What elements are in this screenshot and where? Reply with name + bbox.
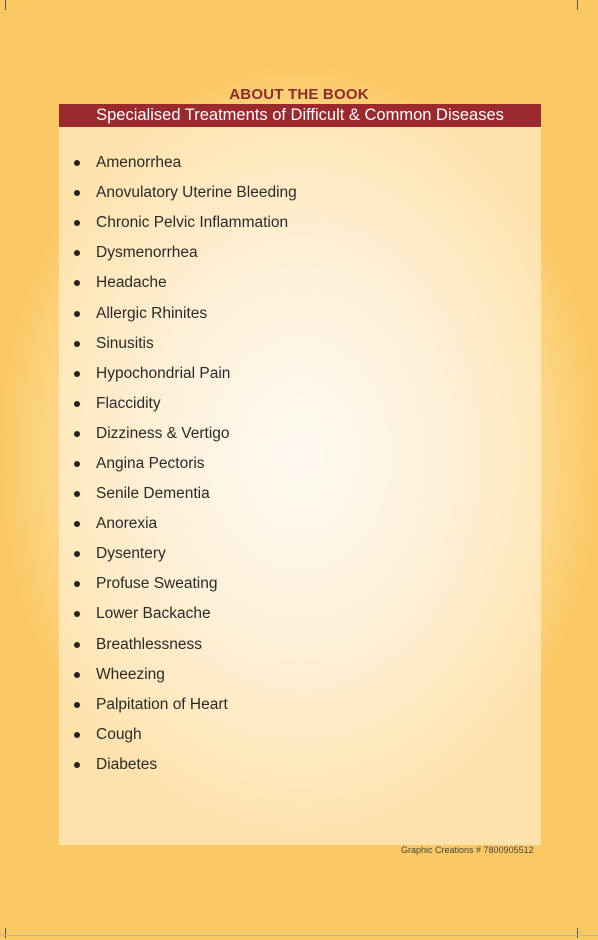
list-item xyxy=(74,660,297,690)
disease-label: Dizziness & Vertigo xyxy=(96,424,230,442)
list-item xyxy=(74,148,297,178)
disease-label: Amenorrhea xyxy=(96,154,182,172)
bullet-icon xyxy=(74,401,80,407)
disease-label: Angina Pectoris xyxy=(96,454,205,472)
disease-label: Chronic Pelvic Inflammation xyxy=(96,214,289,232)
bullet-icon xyxy=(74,220,80,226)
disease-label: Palpitation of Heart xyxy=(96,695,228,713)
disease-label: Wheezing xyxy=(96,665,165,683)
disease-label: Sinusitis xyxy=(96,334,154,352)
bullet-icon xyxy=(74,190,80,196)
bullet-icon xyxy=(74,461,80,467)
bullet-icon xyxy=(74,581,80,587)
bullet-icon xyxy=(74,431,80,437)
disease-label: Cough xyxy=(96,725,142,743)
disease-label: Diabetes xyxy=(96,755,158,773)
bullet-icon xyxy=(74,611,80,617)
disease-label: Dysmenorrhea xyxy=(96,244,198,262)
list-item xyxy=(74,178,297,208)
bullet-icon xyxy=(74,732,80,738)
graphic-credit: Graphic Creations # 7800905512 xyxy=(401,845,534,855)
bullet-icon xyxy=(74,702,80,708)
disease-label: Allergic Rhinites xyxy=(96,304,208,322)
list-item xyxy=(74,419,297,449)
book-title: Specialised Treatments of Difficult & Common Diseases xyxy=(96,106,504,124)
disease-label: Headache xyxy=(96,274,167,292)
disease-label: Senile Dementia xyxy=(96,485,210,503)
bullet-icon xyxy=(74,642,80,648)
trim-line xyxy=(0,935,598,936)
bullet-icon xyxy=(74,311,80,317)
bullet-icon xyxy=(74,371,80,377)
disease-label: Flaccidity xyxy=(96,394,161,412)
list-item xyxy=(74,298,297,328)
list-item xyxy=(74,630,297,660)
list-item xyxy=(74,208,297,238)
disease-label: Profuse Sweating xyxy=(96,575,218,593)
disease-label: Hypochondrial Pain xyxy=(96,364,231,382)
list-item xyxy=(74,479,297,509)
bullet-icon xyxy=(74,551,80,557)
list-item xyxy=(74,268,297,298)
disease-label: Anovulatory Uterine Bleeding xyxy=(96,184,297,202)
list-item xyxy=(74,329,297,359)
list-item xyxy=(74,720,297,750)
list-item xyxy=(74,569,297,599)
crop-mark-top-left xyxy=(5,0,6,10)
bullet-icon xyxy=(74,250,80,256)
list-item xyxy=(74,690,297,720)
disease-label: Dysentery xyxy=(96,545,166,563)
list-item xyxy=(74,539,297,569)
list-item xyxy=(74,750,297,780)
bullet-icon xyxy=(74,341,80,347)
about-the-book-heading: ABOUT THE BOOK xyxy=(229,86,369,103)
bullet-icon xyxy=(74,160,80,166)
crop-mark-top-right xyxy=(577,0,578,10)
bullet-icon xyxy=(74,672,80,678)
disease-label: Anorexia xyxy=(96,515,158,533)
list-item xyxy=(74,238,297,268)
crop-mark-bottom-left xyxy=(5,928,6,938)
disease-label: Lower Backache xyxy=(96,605,211,623)
list-item xyxy=(74,359,297,389)
list-item xyxy=(74,509,297,539)
bullet-icon xyxy=(74,280,80,286)
bullet-icon xyxy=(74,491,80,497)
book-title-bar xyxy=(59,104,541,127)
list-item xyxy=(74,389,297,419)
disease-label: Breathlessness xyxy=(96,635,202,653)
bullet-icon xyxy=(74,762,80,768)
bullet-icon xyxy=(74,521,80,527)
disease-list xyxy=(74,148,297,780)
list-item xyxy=(74,449,297,479)
crop-mark-bottom-right xyxy=(577,928,578,938)
list-item xyxy=(74,599,297,629)
